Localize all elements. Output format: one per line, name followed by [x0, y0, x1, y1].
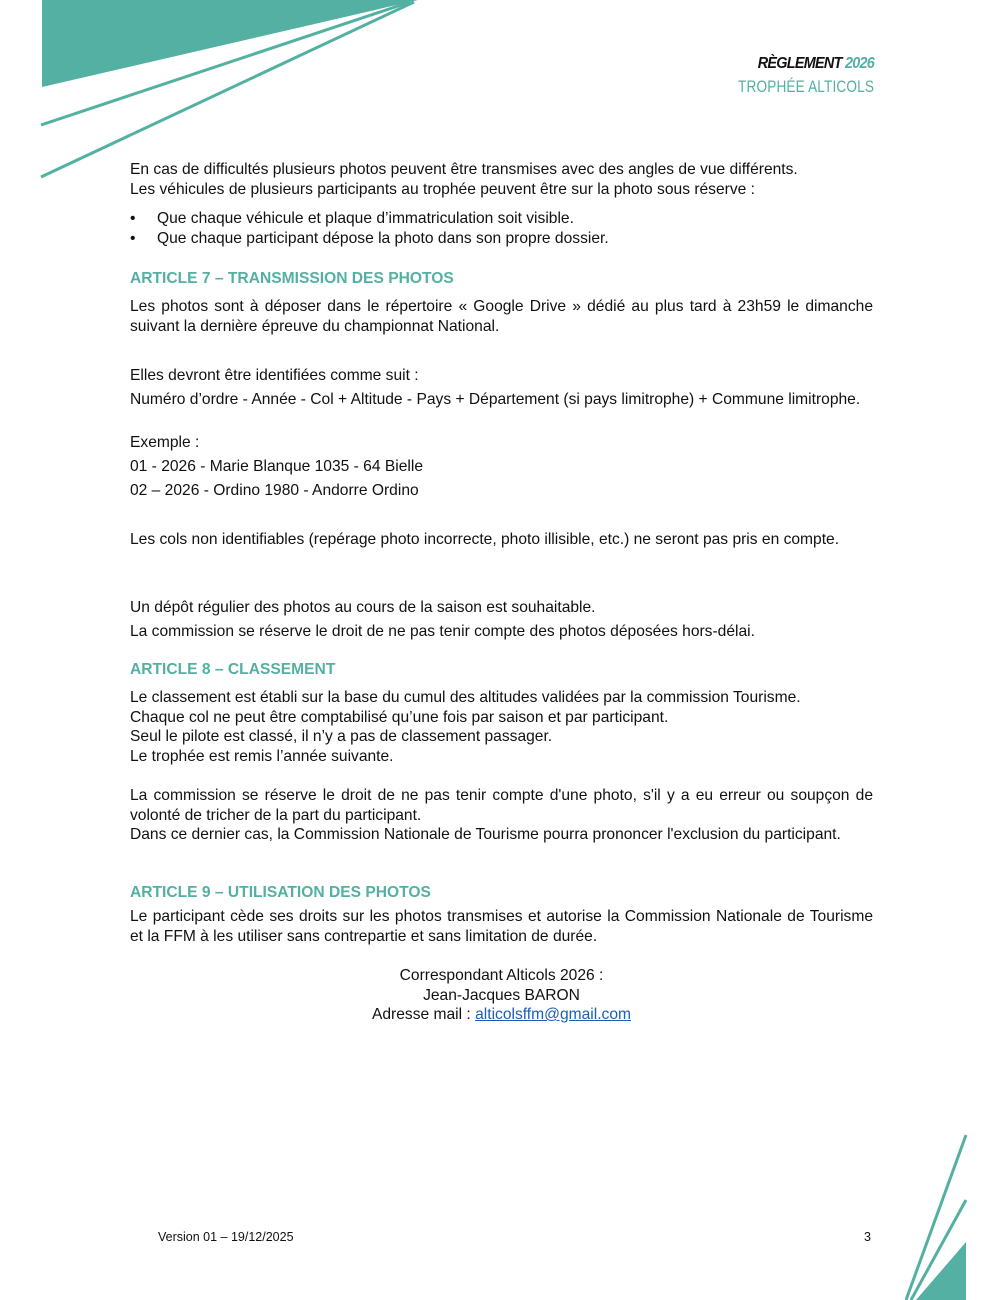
reglement-logo: [704, 56, 874, 95]
article-7-paragraph-3: Numéro d’ordre - Année - Col + Altitude - Pays + Département (si pays limitrophe) + Commune limitrophe.: [130, 391, 861, 408]
bullet-text: Que chaque véhicule et plaque d’immatriculation soit visible.: [157, 210, 574, 227]
article-7-paragraph-2: Elles devront être identifiées comme suit :: [130, 367, 419, 384]
contact-name: Jean-Jacques BARON: [423, 987, 580, 1004]
page-number: 3: [864, 1230, 871, 1244]
article-8-line-4: Le trophée est remis l’année suivante.: [130, 748, 394, 765]
article-8-line-1: Le classement est établi sur la base du cumul des altitudes validées par la commission Tourisme.: [130, 689, 801, 706]
article-7-heading: ARTICLE 7 – TRANSMISSION DES PHOTOS: [130, 270, 454, 287]
logo-year: 2026: [844, 55, 874, 72]
header-decoration: [0, 0, 420, 185]
article-8-line-3: Seul le pilote est classé, il n’y a pas de classement passager.: [130, 728, 553, 745]
article-7-paragraph-1: Les photos sont à déposer dans le répertoire « Google Drive » dédié au plus tard à 23h59 le dimanche suivant la dernière épreuve du championnat National.: [130, 298, 873, 335]
logo-subtitle: TROPHÉE ALTICOLS: [737, 77, 874, 96]
bullet-text: Que chaque participant dépose la photo dans son propre dossier.: [157, 230, 609, 247]
logo-word: RÈGLEMENT: [757, 55, 842, 72]
article-9-heading: ARTICLE 9 – UTILISATION DES PHOTOS: [130, 884, 431, 901]
intro-line-2: Les véhicules de plusieurs participants au trophée peuvent être sur la photo sous réserve :: [130, 181, 755, 198]
article-9-paragraph-1: Le participant cède ses droits sur les photos transmises et autorise la Commission Nationale de Tourisme et la FFM à les utiliser sans contrepartie et sans limitation de durée.: [130, 908, 873, 945]
article-7-paragraph-6: La commission se réserve le droit de ne pas tenir compte des photos déposées hors-délai.: [130, 623, 755, 640]
article-8-paragraph-2: La commission se réserve le droit de ne pas tenir compte d'une photo, s'il y a eu erreur ou soupçon de volonté de tricher de la part du participant.: [130, 787, 873, 824]
article-7-paragraph-5: Un dépôt régulier des photos au cours de la saison est souhaitable.: [130, 599, 596, 616]
header-triangle: [42, 0, 418, 87]
example-label: Exemple :: [130, 434, 200, 451]
logo-line-1: [721, 56, 874, 72]
footer-version: Version 01 – 19/12/2025: [158, 1230, 294, 1244]
bullet-icon: •: [130, 230, 136, 247]
example-1: 01 - 2026 - Marie Blanque 1035 - 64 Bielle: [130, 458, 423, 475]
article-7-paragraph-4: Les cols non identifiables (repérage photo incorrecte, photo illisible, etc.) ne seront pas pris en compte.: [130, 531, 840, 548]
contact-title: Correspondant Alticols 2026 :: [399, 967, 604, 984]
contact-mail-line: [130, 1005, 873, 1025]
contact-mail-label: Adresse mail :: [371, 1006, 476, 1023]
intro-line-1: En cas de difficultés plusieurs photos peuvent être transmises avec des angles de vue différents.: [130, 161, 798, 178]
article-8-line-2: Chaque col ne peut être comptabilisé qu’une fois par saison et par participant.: [130, 709, 669, 726]
example-2: 02 – 2026 - Ordino 1980 - Andorre Ordino: [130, 482, 419, 499]
article-8-paragraph-3: Dans ce dernier cas, la Commission Nationale de Tourisme pourra prononcer l'exclusion du participant.: [130, 826, 841, 843]
article-8-heading: ARTICLE 8 – CLASSEMENT: [130, 661, 336, 678]
bullet-icon: •: [130, 210, 136, 227]
footer-decoration: [880, 1120, 1005, 1300]
contact-mail-link[interactable]: alticolsffm@gmail.com: [475, 1006, 632, 1023]
